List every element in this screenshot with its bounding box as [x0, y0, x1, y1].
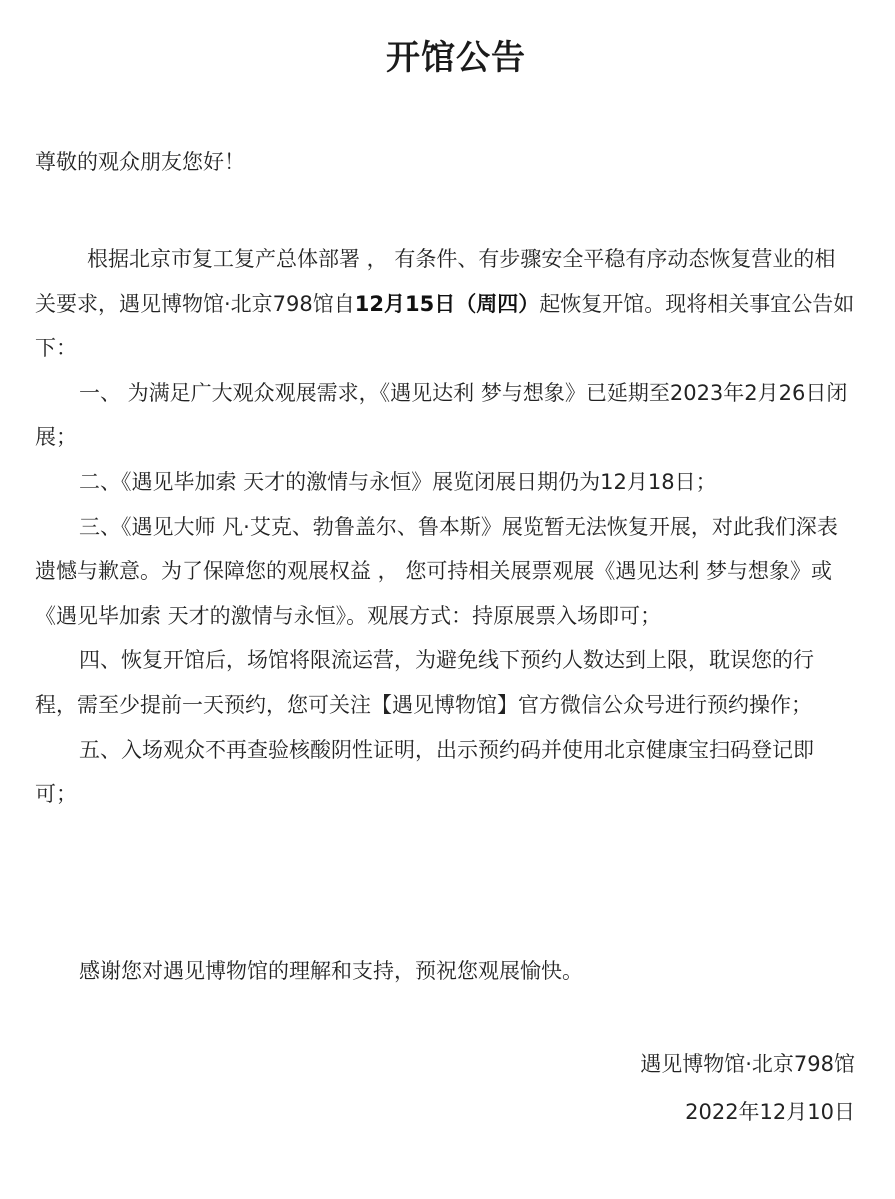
- notice-item-2: 二、《遇见毕加索 天才的激情与永恒》展览闭展日期仍为12月18日；: [79, 469, 717, 494]
- announcement-date: 2022年12月10日: [685, 1100, 855, 1124]
- intro-text-before: 根据北京市复工复产总体部署 ， 有条件、有步骤安全平稳有序动态恢复营业的相关要求，遇见博物馆·北京798馆自: [35, 247, 836, 316]
- thanks-text: 感谢您对遇见博物馆的理解和支持，预祝您观展愉快。: [79, 959, 583, 983]
- signature-text: 遇见博物馆·北京798馆: [640, 1052, 855, 1076]
- notice-item-5: 五、入场观众不再查验核酸阴性证明，出示预约码并使用北京健康宝扫码登记即可；: [35, 737, 814, 807]
- notice-item-3: 三、《遇见大师 凡·艾克、勃鲁盖尔、鲁本斯》展览暂无法恢复开展，对此我们深表遗憾与歉意。为了保障您的观展权益 ， 您可持相关展票观展《遇见达利 梦与想象》或《遇见毕加索 天才的激情与永恒》。观展方式：持原展票入场即可；: [35, 514, 838, 628]
- announcement-body: [35, 237, 855, 817]
- reopen-date-highlight: 12月15日（周四）: [354, 291, 540, 316]
- notice-item-4: 四、恢复开馆后，场馆将限流运营，为避免线下预约人数达到上限，耽误您的行程，需至少提前一天预约，您可关注【遇见博物馆】官方微信公众号进行预约操作；: [35, 648, 814, 717]
- page-title: 开馆公告: [386, 38, 526, 78]
- notice-item-1: 一、 为满足广大观众观展需求，《遇见达利 梦与想象》已延期至2023年2月26日闭展；: [35, 380, 848, 450]
- intro-text-after: 起恢复开馆。现将相关事宜公告如下：: [35, 291, 855, 361]
- greeting-text: 尊敬的观众朋友您好！: [35, 150, 245, 174]
- intro-paragraph: [35, 237, 855, 371]
